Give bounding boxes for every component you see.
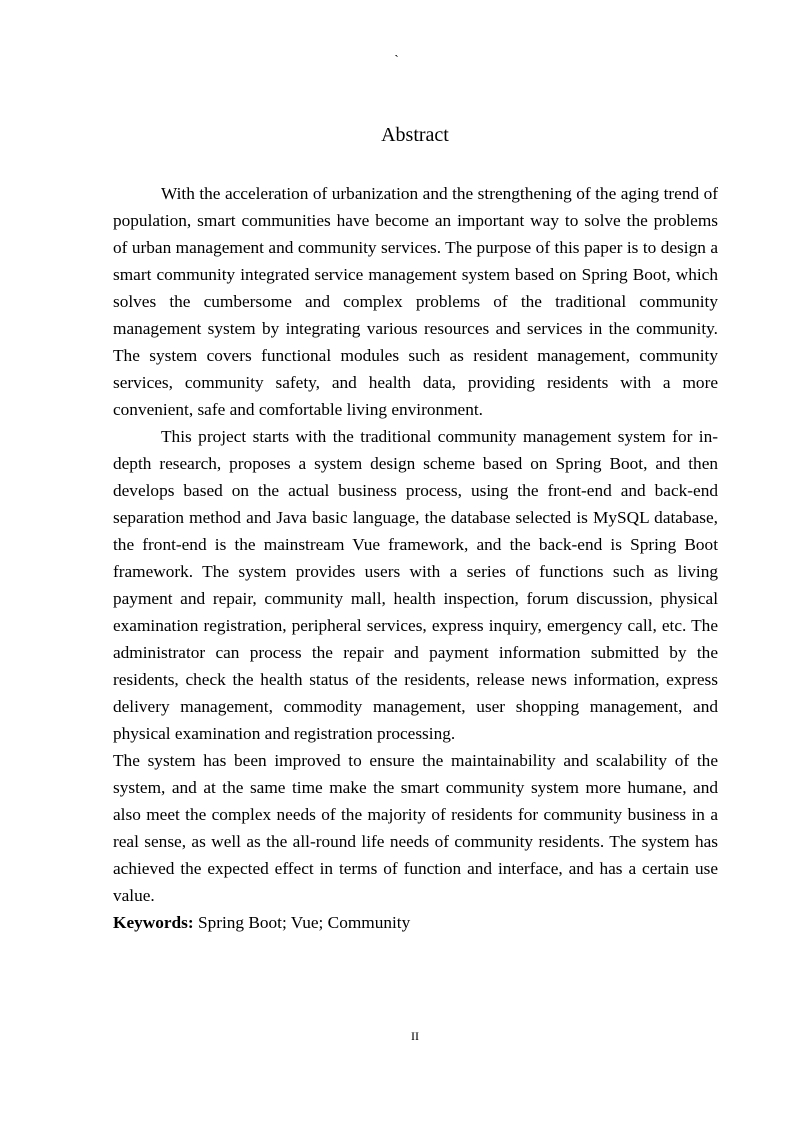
page-number: II: [411, 1029, 419, 1043]
keywords-label: Keywords:: [113, 913, 194, 932]
header-mark: `: [394, 52, 399, 67]
abstract-paragraph-2: This project starts with the traditional community management system for in-depth research, proposes a system design scheme based on Spring Boot, and then develops based on the actual business process, using the front-end and back-end separation method and Java basic language, the database selected is MySQL database, the front-end is the mainstream Vue framework, and the back-end is Spring Boot framework. The system provides users with a series of functions such as living payment and repair, community mall, health inspection, forum discussion, physical examination registration, peripheral services, express inquiry, emergency call, etc. The administrator can process the repair and payment information submitted by the residents, check the health status of the residents, release news information, express delivery management, commodity management, user shopping management, and physical examination and registration processing.: [113, 427, 718, 743]
keywords-value: Spring Boot; Vue; Community: [193, 913, 411, 932]
abstract-body: [113, 180, 718, 936]
abstract-paragraph-1: With the acceleration of urbanization and the strengthening of the aging trend of population, smart communities have become an important way to solve the problems of urban management and community services. The purpose of this paper is to design a smart community integrated service management system based on Spring Boot, which solves the cumbersome and complex problems of the traditional community management system by integrating various resources and services in the community. The system covers functional modules such as resident management, community services, community safety, and health data, providing residents with a more convenient, safe and comfortable living environment.: [113, 184, 718, 419]
abstract-paragraph-3: The system has been improved to ensure the maintainability and scalability of the system, and at the same time make the smart community system more humane, and also meet the complex needs of the majority of residents for community business in a real sense, as well as the all-round life needs of community residents. The system has achieved the expected effect in terms of function and interface, and has a certain use value.: [113, 751, 718, 905]
keywords-line: [113, 909, 718, 936]
page-title: Abstract: [381, 124, 449, 146]
